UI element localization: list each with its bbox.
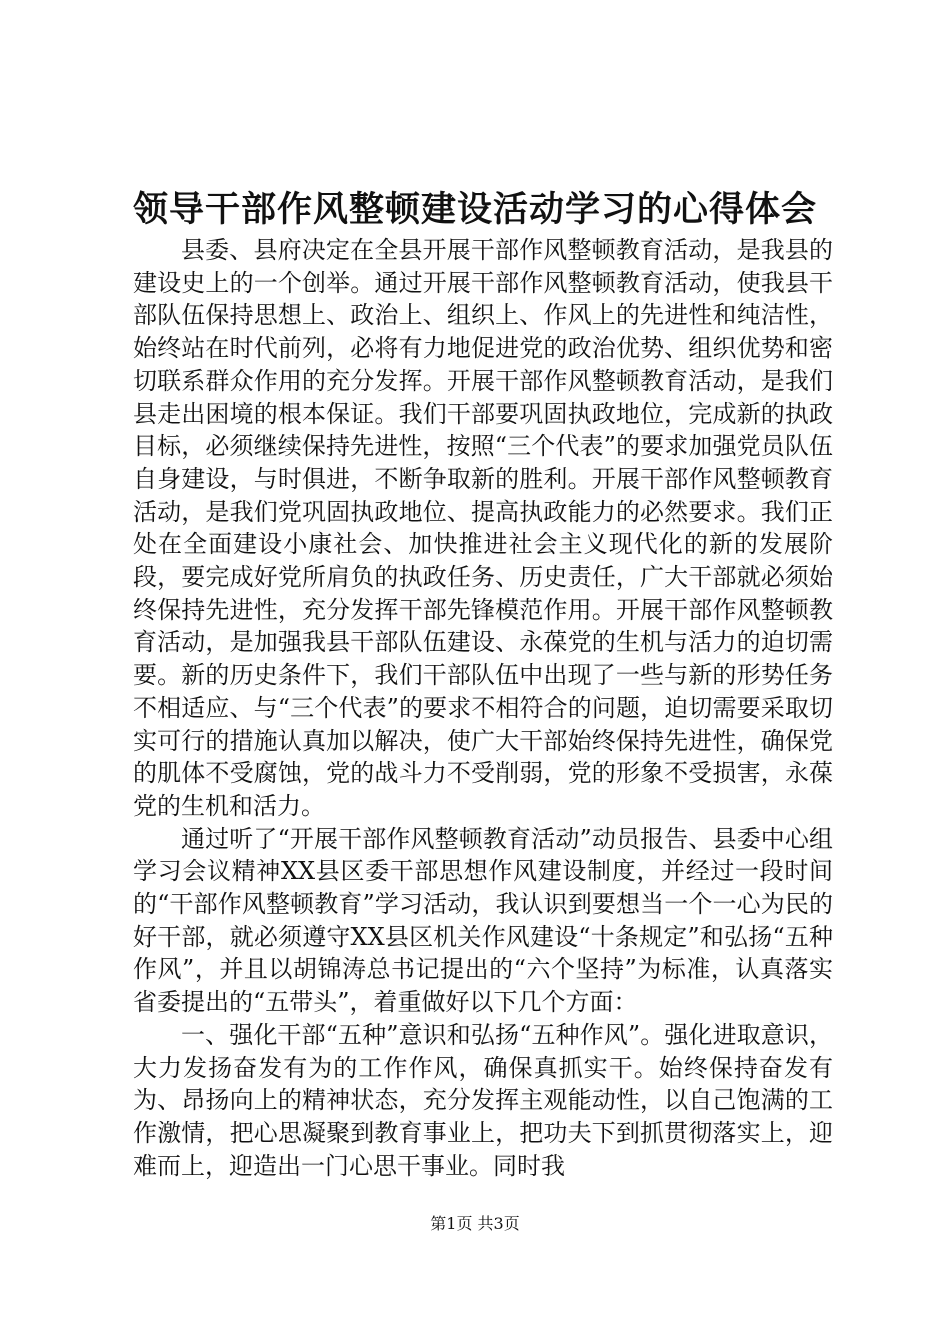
document-title: 领导干部作风整顿建设活动学习的心得体会 xyxy=(132,189,817,230)
paragraph-1: 县委、县府决定在全县开展干部作风整顿教育活动，是我县的建设史上的一个创举。通过开展干部作风整顿教育活动，使我县干部队伍保持思想上、政治上、组织上、作风上的先进性和纯洁性，始终站在时代前列，必将有力地促进党的政治优势、组织优势和密切联系群众作用的充分发挥。开展干部作风整顿教育活动，是我们县走出困境的根本保证。我们干部要巩固执政地位，完成新的执政目标，必须继续保持先进性，按照“三个代表”的要求加强党员队伍自身建设，与时俱进，不断争取新的胜利。开展干部作风整顿教育活动，是我们党巩固执政地位、提高执政能力的必然要求。我们正处在全面建设小康社会、加快推进社会主义现代化的新的发展阶段，要完成好党所肩负的执政任务、历史责任，广大干部就必须始终保持先进性，充分发挥干部先锋模范作用。开展干部作风整顿教育活动，是加强我县干部队伍建设、永葆党的生机与活力的迫切需要。新的历史条件下，我们干部队伍中出现了一些与新的形势任务不相适应、与“三个代表”的要求不相符合的问题，迫切需要采取切实可行的措施认真加以解决，使广大干部始终保持先进性，确保党的肌体不受腐蚀，党的战斗力不受削弱，党的形象不受损害，永葆党的生机和活力。 xyxy=(133,236,833,820)
paragraph-2: 通过听了“开展干部作风整顿教育活动”动员报告、县委中心组学习会议精神XX县区委干部思想作风建设制度，并经过一段时间的“干部作风整顿教育”学习活动，我认识到要想当一个一心为民的好干部，就必须遵守XX县区机关作风建设“十条规定”和弘扬“五种作风”，并且以胡锦涛总书记提出的“六个坚持”为标准，认真落实省委提出的“五带头”，着重做好以下几个方面： xyxy=(133,824,833,1017)
paragraph-3: 一、强化干部“五种”意识和弘扬“五种作风”。强化进取意识，大力发扬奋发有为的工作作风，确保真抓实干。始终保持奋发有为、昂扬向上的精神状态，充分发挥主观能动性，以自己饱满的工作激情，把心思凝聚到教育事业上，把功夫下到抓贯彻落实上，迎难而上，迎造出一门心思干事业。同时我 xyxy=(133,1020,833,1180)
page-number-footer: 第1页 共3页 xyxy=(430,1214,520,1233)
document-body xyxy=(133,234,833,1182)
